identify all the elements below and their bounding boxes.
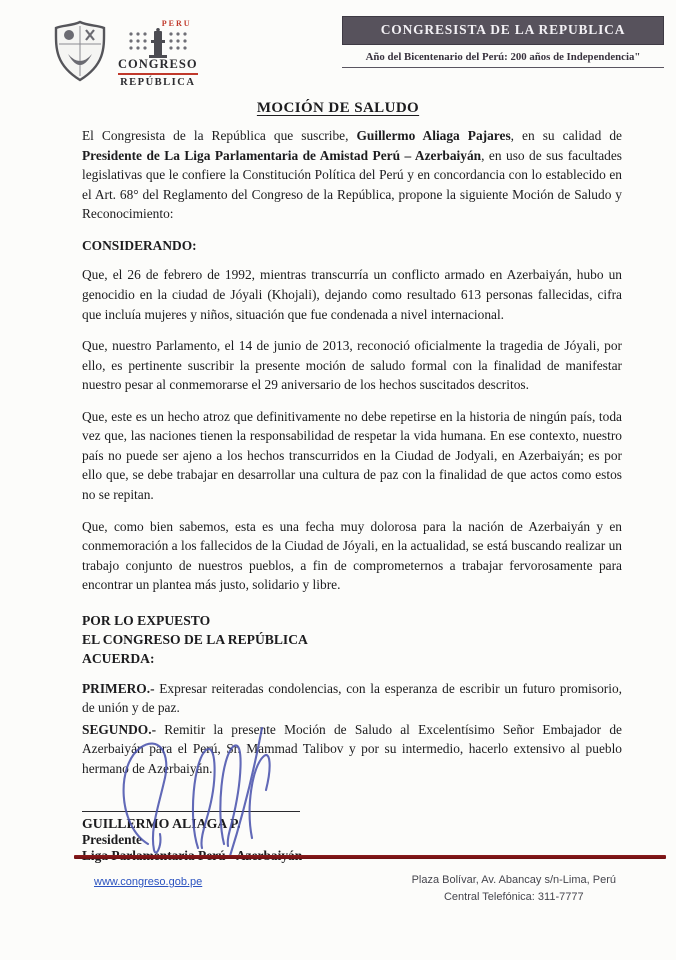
banner-title: CONGRESISTA DE LA REPUBLICA (342, 16, 664, 45)
intro-text: , en uso de sus facultades legislativas que le confiere la Constitución Política del Perú y en concordancia con lo establecido en el Art. 68° del Reglamento del Congreso de la República, propone la siguiente Moción de Saludo y Reconocimiento: (82, 147, 622, 222)
segundo-label: SEGUNDO.- (82, 721, 157, 737)
header-banner (342, 16, 664, 68)
republica-text: REPÚBLICA (120, 76, 196, 88)
resolution-line-1: POR LO EXPUESTO (82, 612, 211, 628)
resolution-line-3: ACUERDA: (82, 651, 155, 667)
intro-text: , en su calidad de (510, 128, 622, 143)
banner-tagline: Año del Bicentenario del Perú: 200 años de Independencia" (342, 51, 664, 68)
considerando-paragraph-3: Que, este es un hecho atroz que definitivamente no debe repetirse en la historia de ningún país, toda vez que, las naciones tienen la responsabilidad de respetar la vida humana. En ese contexto, nuestro país no puede ser ajeno a los hechos transcurridos en la Ciudad de Jodyali, en Azerbaiyán; es por ello que, se debe trabajar en desarrollar una cultura de paz con la finalidad de que actos como estos no se repitan. (82, 408, 622, 502)
congress-logo (52, 20, 198, 88)
resolution-heading-block (82, 611, 622, 669)
congress-website-link[interactable]: www.congreso.gob.pe (94, 876, 203, 888)
peru-coat-of-arms-icon (52, 20, 108, 82)
congreso-text: CONGRESO (118, 58, 198, 74)
address-line-1: Plaza Bolívar, Av. Abancay s/n-Lima, Perú (411, 874, 616, 886)
signature-block (82, 740, 462, 864)
document-body (82, 126, 622, 781)
address-line-2: Central Telefónica: 311-7777 (443, 890, 584, 903)
considerando-paragraph-2: Que, nuestro Parlamento, el 14 de junio de 2013, reconoció oficialmente la tragedia de Jóyali, por ello, es pertinente suscribir la presente moción de saludo formal con la finalidad de manifestar nuestro pesar al conmemorarse el 29 aniversario de los hechos suscitados descritos. (82, 338, 622, 393)
letterhead (0, 0, 676, 100)
footer-divider (74, 855, 666, 859)
signer-role: Presidente (82, 832, 142, 847)
resolution-line-2: EL CONGRESO DE LA REPÚBLICA (82, 632, 308, 648)
primero-item (82, 679, 622, 718)
page-title: MOCIÓN DE SALUDO (256, 100, 420, 116)
intro-paragraph (82, 126, 622, 224)
intro-text: El Congresista de la República que suscribe, (82, 128, 357, 143)
peru-label: PERU (161, 19, 192, 28)
primero-text: Expresar reiteradas condolencias, con la esperanza de escribir un futuro promisorio, de unión y de paz. (82, 680, 622, 716)
signer-name: GUILLERMO ALIAGA P. (82, 816, 241, 831)
primero-label: PRIMERO.- (82, 680, 155, 696)
league-president-title: Presidente de La Liga Parlamentaria de Amistad Perú – Azerbaiyán (82, 147, 482, 163)
congreso-wordmark (118, 20, 198, 88)
congress-building-icon (125, 28, 191, 58)
considerando-heading: CONSIDERANDO: (82, 237, 197, 253)
segundo-text: Remitir la presente Moción de Saludo al Excelentísimo Señor Embajador de Azerbaiyán para el Perú, Sr. Mammad Talibov y por su intermedio, hacerlo extensivo al pueblo hermano de Azerbaiyán. (82, 721, 622, 776)
signature-line (82, 740, 300, 812)
considerando-paragraph-4: Que, como bien sabemos, esta es una fecha muy dolorosa para la nación de Azerbaiyán y en conmemoración a los fallecidos de la Ciudad de Jóyali, en la actualidad, se está buscando realizar un trabajo conjunto de nuestros pueblos, a fin de comprometernos a trabajar fervorosamente para encontrar un plantea más justo, solidario y libre. (82, 518, 622, 593)
considerando-paragraph-1: Que, el 26 de febrero de 1992, mientras transcurría un conflicto armado en Azerbaiyán, hubo un genocidio en la ciudad de Jóyali (Khojali), dejando como resultado 613 personas fallecidas, cifra que incluía mujeres y niños, situación que fue condenada a nivel internacional. (82, 267, 622, 322)
footer-address (412, 872, 616, 905)
congressman-name: Guillermo Aliaga Pajares (356, 128, 511, 143)
